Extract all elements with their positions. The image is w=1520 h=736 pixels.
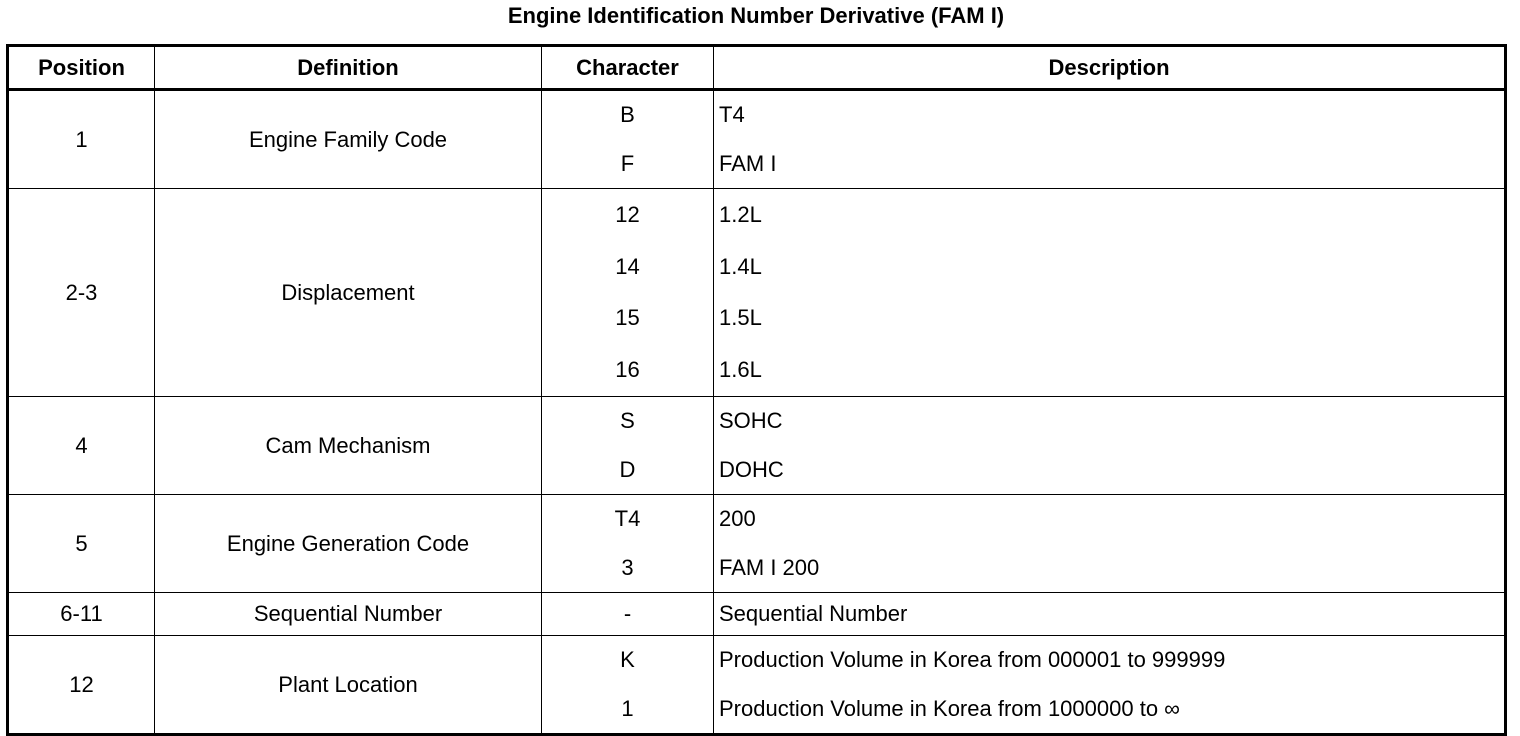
- description-value: 1.5L: [719, 305, 762, 331]
- description-value: Sequential Number: [719, 601, 908, 626]
- character-cell: [542, 593, 714, 636]
- table-header-row: [8, 46, 1506, 90]
- table-row: [8, 90, 1506, 189]
- description-value: 1.6L: [719, 357, 762, 383]
- description-value: Production Volume in Korea from 1000000 to ∞: [719, 695, 1180, 721]
- description-value: SOHC: [719, 408, 783, 434]
- description-value: DOHC: [719, 456, 784, 482]
- engine-id-table: [6, 44, 1507, 736]
- position-cell: 4: [8, 397, 155, 495]
- character-value: -: [623, 601, 632, 626]
- character-value: 14: [615, 253, 640, 279]
- table-row: [8, 593, 1506, 636]
- position-cell: 1: [8, 90, 155, 189]
- description-cell: [714, 495, 1506, 593]
- character-value: K: [620, 647, 635, 673]
- position-cell: 2-3: [8, 189, 155, 397]
- header-character: Character: [542, 46, 714, 90]
- description-value: Production Volume in Korea from 000001 to 999999: [719, 647, 1226, 673]
- description-cell: [714, 189, 1506, 397]
- character-value: S: [620, 408, 635, 434]
- description-value: T4: [719, 102, 745, 128]
- character-value: 15: [615, 305, 640, 331]
- header-description: Description: [714, 46, 1506, 90]
- description-cell: [714, 90, 1506, 189]
- definition-cell: Sequential Number: [155, 593, 542, 636]
- character-value: B: [620, 102, 635, 128]
- character-value: T4: [614, 506, 641, 532]
- character-value: F: [620, 150, 635, 176]
- character-value: D: [619, 456, 636, 482]
- definition-cell: Displacement: [155, 189, 542, 397]
- position-cell: 6-11: [8, 593, 155, 636]
- page-title: Engine Identification Number Derivative (FAM I): [507, 3, 1005, 28]
- table-row: [8, 189, 1506, 397]
- description-value: 200: [719, 506, 756, 532]
- position-cell: 12: [8, 636, 155, 735]
- character-cell: [542, 90, 714, 189]
- definition-cell: Engine Family Code: [155, 90, 542, 189]
- character-value: 16: [615, 357, 640, 383]
- character-cell: [542, 397, 714, 495]
- header-definition: Definition: [155, 46, 542, 90]
- character-value: 1: [621, 695, 634, 721]
- character-cell: [542, 189, 714, 397]
- header-position: Position: [8, 46, 155, 90]
- table-row: [8, 397, 1506, 495]
- description-value: FAM I: [719, 150, 777, 176]
- character-cell: [542, 636, 714, 735]
- definition-cell: Cam Mechanism: [155, 397, 542, 495]
- description-value: 1.2L: [719, 201, 762, 227]
- character-cell: [542, 495, 714, 593]
- description-value: 1.4L: [719, 253, 762, 279]
- table-row: [8, 495, 1506, 593]
- character-value: 3: [621, 554, 634, 580]
- position-cell: 5: [8, 495, 155, 593]
- description-value: FAM I 200: [719, 554, 820, 580]
- description-cell: [714, 397, 1506, 495]
- definition-cell: Plant Location: [155, 636, 542, 735]
- definition-cell: Engine Generation Code: [155, 495, 542, 593]
- character-value: 12: [615, 201, 640, 227]
- table-row: [8, 636, 1506, 735]
- description-cell: [714, 636, 1506, 735]
- description-cell: [714, 593, 1506, 636]
